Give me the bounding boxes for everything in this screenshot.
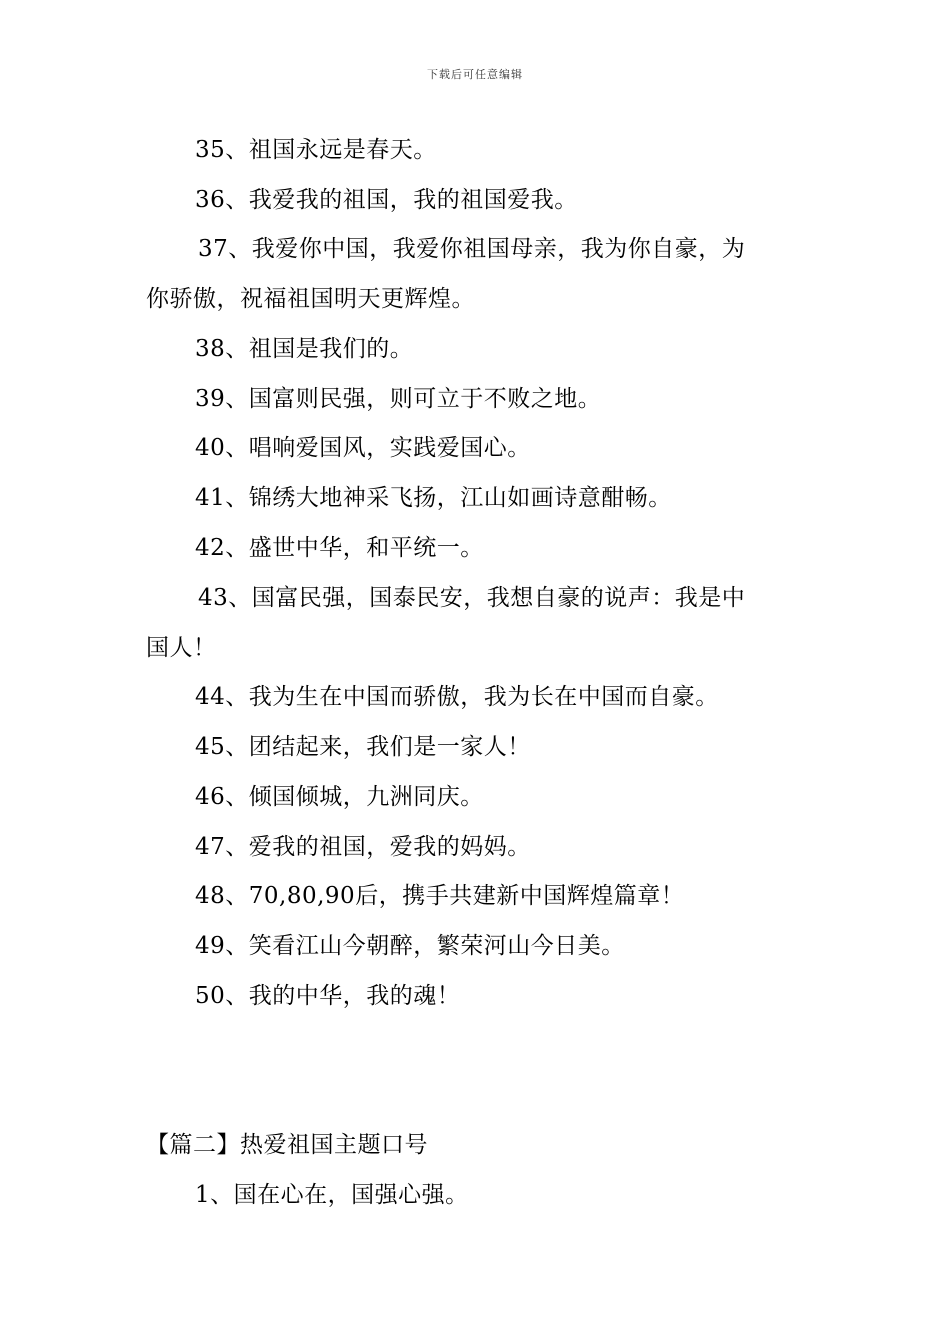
slogan-line-continuation: 国人！ <box>146 635 217 661</box>
slogan-line: 35、祖国永远是春天。 <box>195 137 437 163</box>
section-heading: 【篇二】热爱祖国主题口号 <box>146 1132 428 1158</box>
slogan-line: 38、祖国是我们的。 <box>195 336 414 362</box>
slogan-line: 1、国在心在，国强心强。 <box>195 1182 469 1208</box>
slogan-line: 49、笑看江山今朝醉，繁荣河山今日美。 <box>195 933 625 959</box>
slogan-line: 45、团结起来，我们是一家人！ <box>195 734 531 760</box>
slogan-line: 40、唱响爱国风，实践爱国心。 <box>195 435 531 461</box>
slogan-line: 48、70,80,90后，携手共建新中国辉煌篇章！ <box>195 883 685 909</box>
slogan-line: 39、国富则民强，则可立于不败之地。 <box>195 386 602 412</box>
slogan-line: 37、我爱你中国，我爱你祖国母亲，我为你自豪，为 <box>198 236 746 262</box>
header-note: 下载后可任意编辑 <box>427 68 523 81</box>
slogan-line: 46、倾国倾城，九洲同庆。 <box>195 784 484 810</box>
slogan-line: 42、盛世中华，和平统一。 <box>195 535 484 561</box>
slogan-line: 47、爱我的祖国，爱我的妈妈。 <box>195 834 531 860</box>
slogan-line: 44、我为生在中国而骄傲，我为长在中国而自豪。 <box>195 684 719 710</box>
slogan-line-continuation: 你骄傲，祝福祖国明天更辉煌。 <box>146 286 475 312</box>
slogan-line: 41、锦绣大地神采飞扬，江山如画诗意酣畅。 <box>195 485 672 511</box>
slogan-line: 36、我爱我的祖国，我的祖国爱我。 <box>195 187 578 213</box>
slogan-line: 43、国富民强，国泰民安，我想自豪的说声：我是中 <box>198 585 746 611</box>
slogan-line: 50、我的中华，我的魂！ <box>195 983 461 1009</box>
